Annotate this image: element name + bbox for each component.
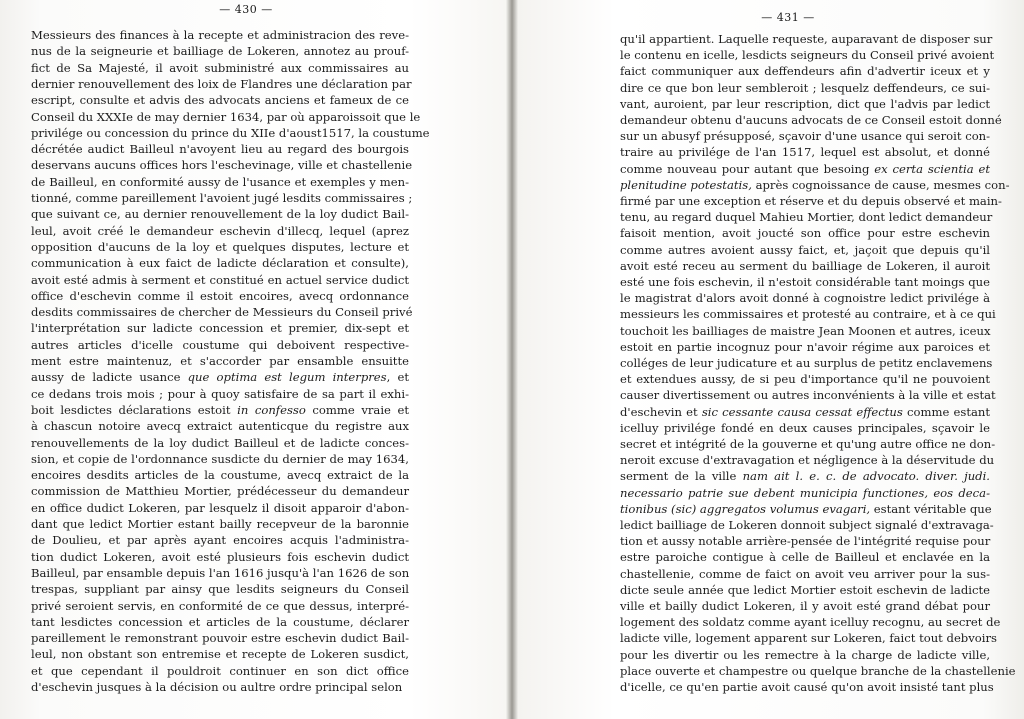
- text-line: commission de Matthieu Mortier, prédécesseur du demandeur: [31, 484, 409, 499]
- text-line: estre paroiche contigue à celle de Bailleul et enclavée en la: [620, 550, 990, 565]
- text-line: tenu, au regard duquel Mahieu Mortier, dont ledict demandeur: [620, 210, 993, 225]
- text-line: en office dudict Lokeren, par lesquelz il disoit apparoir d'abon-: [31, 500, 409, 515]
- text-line: aussy de ladicte usance que optima est legum interpres, et: [31, 370, 409, 385]
- text-line: firmé par une exception et réserve et du depuis observé et main-: [620, 194, 1002, 208]
- text-line: ville et bailly dudict Lokeren, il y avoit esté grand débat pour: [620, 599, 990, 613]
- text-line: causer divertissement ou autres inconvénients à la ville et estat: [620, 388, 996, 403]
- text-line: tion et aussy notable arrière-pensée de l'intégrité requise pour: [620, 534, 991, 549]
- text-line: dire ce que bon leur sembleroit ; lesquelz deffendeurs, ce sui-: [620, 80, 990, 95]
- text-line: pareillement le remonstrant pouvoir estre eschevin dudict Bail-: [31, 631, 409, 646]
- text-line: renouvellements de la loy dudict Bailleul et de ladicte conces-: [31, 435, 409, 450]
- text-line: dernier renouvellement des loix de Flandres une déclaration par: [31, 76, 412, 91]
- text-line: chastellenie, comme de faict on avoit veu arriver pour la sus-: [620, 566, 990, 581]
- text-line: neroit excuse d'extravagation et négligence à la déservitude du: [620, 453, 995, 468]
- right-page: [512, 0, 1024, 719]
- latin-phrase: ex certa scientia et: [874, 161, 991, 176]
- text-line: touchoit les bailliages de maistre Jean Moonen et autres, iceux: [620, 323, 991, 338]
- page-number: — 431 —: [761, 11, 815, 24]
- text-line: avoit esté receu au serment du bailliage de Lokeren, il auroit: [620, 258, 990, 273]
- page-number: — 430 —: [219, 3, 273, 16]
- text-line: place ouverte et champestre ou quelque branche de la chastellenie: [620, 663, 1016, 678]
- text-line: pour les divertir ou les remectre à la charge de ladicte ville,: [620, 647, 990, 662]
- text-line: privé seroient servis, en conformité de ce que dessus, interpré-: [31, 598, 409, 613]
- text-line: opposition d'aucuns de la loy et quelques disputes, lecture et: [31, 239, 409, 254]
- text-line: ment estre maintenuz, et s'accorder par ensamble ensuitte: [31, 354, 409, 368]
- text-line: sur un abusyf présupposé, sçavoir d'une usance qui seroit con-: [620, 129, 991, 144]
- text-line: comme nouveau pour autant que besoing ex certa scientia et: [620, 161, 991, 176]
- text-line: serment de la ville nam ait l. e. c. de advocato. diver. judi.: [620, 469, 990, 484]
- text-line: colléges de leur judicature et au surplus de petitz enclavemens: [620, 356, 993, 370]
- text-line: communication à eux faict de ladicte déclaration et consulte),: [31, 256, 409, 271]
- text-line: ledict bailliage de Lokeren donnoit subject signalé d'extravaga-: [620, 518, 994, 532]
- text-line: faisoit mention, avoit joucté son office pour estre eschevin: [620, 226, 990, 241]
- text-line: d'icelle, ce qu'en partie avoit causé qu'on avoit insisté tant plus: [620, 680, 994, 694]
- text-line: autres articles d'icelle coustume qui deboivent respective-: [31, 337, 409, 352]
- text-line: esté une fois eschevin, il n'estoit considérable tant moings que: [620, 275, 990, 289]
- text-line: desdits commissaires de chercher de Messieurs du Conseil privé: [31, 305, 413, 320]
- latin-phrase: plenitudine potestatis,: [620, 177, 752, 192]
- text-line: privilége ou concession du prince du XIIe d'aoust1517, la coustume: [31, 125, 430, 140]
- text-line: de Bailleul, en conformité aussy de l'usance et exemples y men-: [31, 174, 409, 189]
- text-line: l'interprétation sur ladicte concession et premier, dix-sept et: [31, 321, 409, 336]
- latin-phrase: que optima est legum interpres: [187, 370, 387, 385]
- text-line: tion dudict Lokeren, avoit esté plusieurs fois eschevin dudict: [31, 549, 409, 564]
- text-line: dant que ledict Mortier estant bailly recepveur de la baronnie: [31, 517, 409, 531]
- latin-phrase: necessario patrie sue debent municipia functiones, eos deca-: [620, 485, 990, 500]
- text-line: le contenu en icelle, lesdicts seigneurs du Conseil privé avoient: [620, 48, 995, 63]
- text-line: ce dedans trois mois ; pour à quoy satisfaire de sa part il exhi-: [31, 386, 409, 401]
- text-line: comme autres avoient aussy faict, et, jaçoit que depuis qu'il: [620, 242, 990, 257]
- text-line: tant lesdictes concession et articles de la coustume, déclarer: [31, 614, 409, 629]
- latin-phrase: in confesso: [237, 402, 306, 417]
- text-line: d'eschevin et sic cessante causa cessat effectus comme estant: [620, 404, 991, 419]
- text-line: office d'eschevin comme il estoit encoires, avecq ordonnance: [31, 288, 409, 303]
- text-line: et extendues aussy, de si peu d'importance qu'il ne pouvoient: [620, 372, 990, 387]
- text-line: boit lesdictes déclarations estoit in confesso comme vraie et: [31, 402, 409, 417]
- text-line: estoit en partie incognuz pour n'avoir régime aux paroices et: [620, 339, 990, 354]
- text-line: vant, auroient, par leur rescription, dict que l'advis par ledict: [620, 96, 990, 111]
- text-line: le magistrat d'alors avoit donné à cognoistre ledict privilége à: [620, 291, 990, 306]
- text-line: icelluy privilége fondé en deux causes principales, sçavoir le: [620, 420, 990, 435]
- latin-phrase: tionibus (sic) aggregatos volumus evagari,: [620, 501, 871, 516]
- text-line: à chascun notoire avecq extraict autenticque du registre aux: [31, 419, 409, 434]
- text-line: qu'il appartient. Laquelle requeste, auparavant de disposer sur: [620, 32, 993, 46]
- text-line: Messieurs des finances à la recepte et administracion des reve-: [31, 28, 409, 42]
- text-line: décrétée audict Bailleul n'avoyent lieu au regard des bourgois: [31, 142, 409, 157]
- text-line: leul, non obstant son entremise et recepte de Lokeren susdict,: [31, 647, 409, 662]
- text-line: [620, 485, 990, 501]
- text-line: tionibus (sic) aggregatos volumus evagari, estant véritable que: [620, 501, 992, 516]
- text-line: logement des soldatz comme ayant icelluy recognu, au secret de: [620, 615, 1001, 630]
- text-line: Bailleul, par ensamble depuis l'an 1616 jusqu'à l'an 1626 de son: [31, 565, 410, 580]
- text-line: et que cependant il pouldroit continuer en son dict office: [31, 663, 409, 678]
- text-line: fict de Sa Majesté, il avoit subministré aux commissaires au: [31, 60, 409, 75]
- text-line: escript, consulte et advis des advocats anciens et fameux de ce: [31, 93, 409, 108]
- text-line: plenitudine potestatis, après cognoissance de cause, mesmes con-: [620, 177, 1010, 192]
- text-line: demandeur obtenu d'aucuns advocats de ce Conseil estoit donné: [620, 113, 1002, 127]
- text-line: messieurs les commissaires et protesté au contraire, et à ce qui: [620, 307, 996, 322]
- text-line: tionné, comme pareillement l'avoient jugé lesdits commissaires ;: [31, 191, 413, 205]
- text-line: nus de la seigneurie et bailliage de Lokeren, annotez au prouf-: [31, 44, 409, 59]
- text-line: leul, avoit créé le demandeur eschevin d'illecq, lequel (aprez: [31, 223, 409, 238]
- text-line: d'eschevin jusques à la décision ou aultre ordre principal selon: [31, 680, 403, 694]
- text-line: ladicte ville, logement apparent sur Lokeren, faict tout debvoirs: [620, 631, 997, 646]
- text-line: Conseil du XXXIe de may dernier 1634, par où apparoissoit que le: [31, 109, 421, 124]
- text-line: de Doulieu, et par après ayant encoires acquis l'administra-: [31, 533, 409, 548]
- text-line: avoit esté admis à serment et constitué en actuel service dudict: [31, 272, 409, 287]
- text-line: deservans aucuns offices hors l'eschevinage, ville et chastellenie: [31, 158, 413, 173]
- latin-phrase: sic cessante causa cessat effectus: [701, 404, 903, 419]
- text-line: faict communiquer aux deffendeurs afin d'advertir iceux et y: [620, 64, 990, 79]
- latin-phrase: nam ait l. e. c. de advocato. diver. judi.: [742, 469, 990, 484]
- text-line: trespas, suppliant par ainsy que lesdits seigneurs du Conseil: [31, 582, 409, 597]
- text-line: dicte seule année que ledict Mortier estoit eschevin de ladicte: [620, 582, 990, 597]
- text-line: que suivant ce, au dernier renouvellement de la loy dudict Bail-: [31, 207, 409, 222]
- text-line: encoires desdits articles de la coustume, avecq extraict de la: [31, 468, 409, 483]
- text-line: traire au privilége de l'an 1517, lequel est absolut, et donné: [620, 145, 990, 160]
- text-line: secret et intégrité de la gouverne et qu'ung autre office ne don-: [620, 437, 996, 451]
- text-line: sion, et copie de l'ordonnance susdicte du dernier de may 1634,: [31, 451, 409, 466]
